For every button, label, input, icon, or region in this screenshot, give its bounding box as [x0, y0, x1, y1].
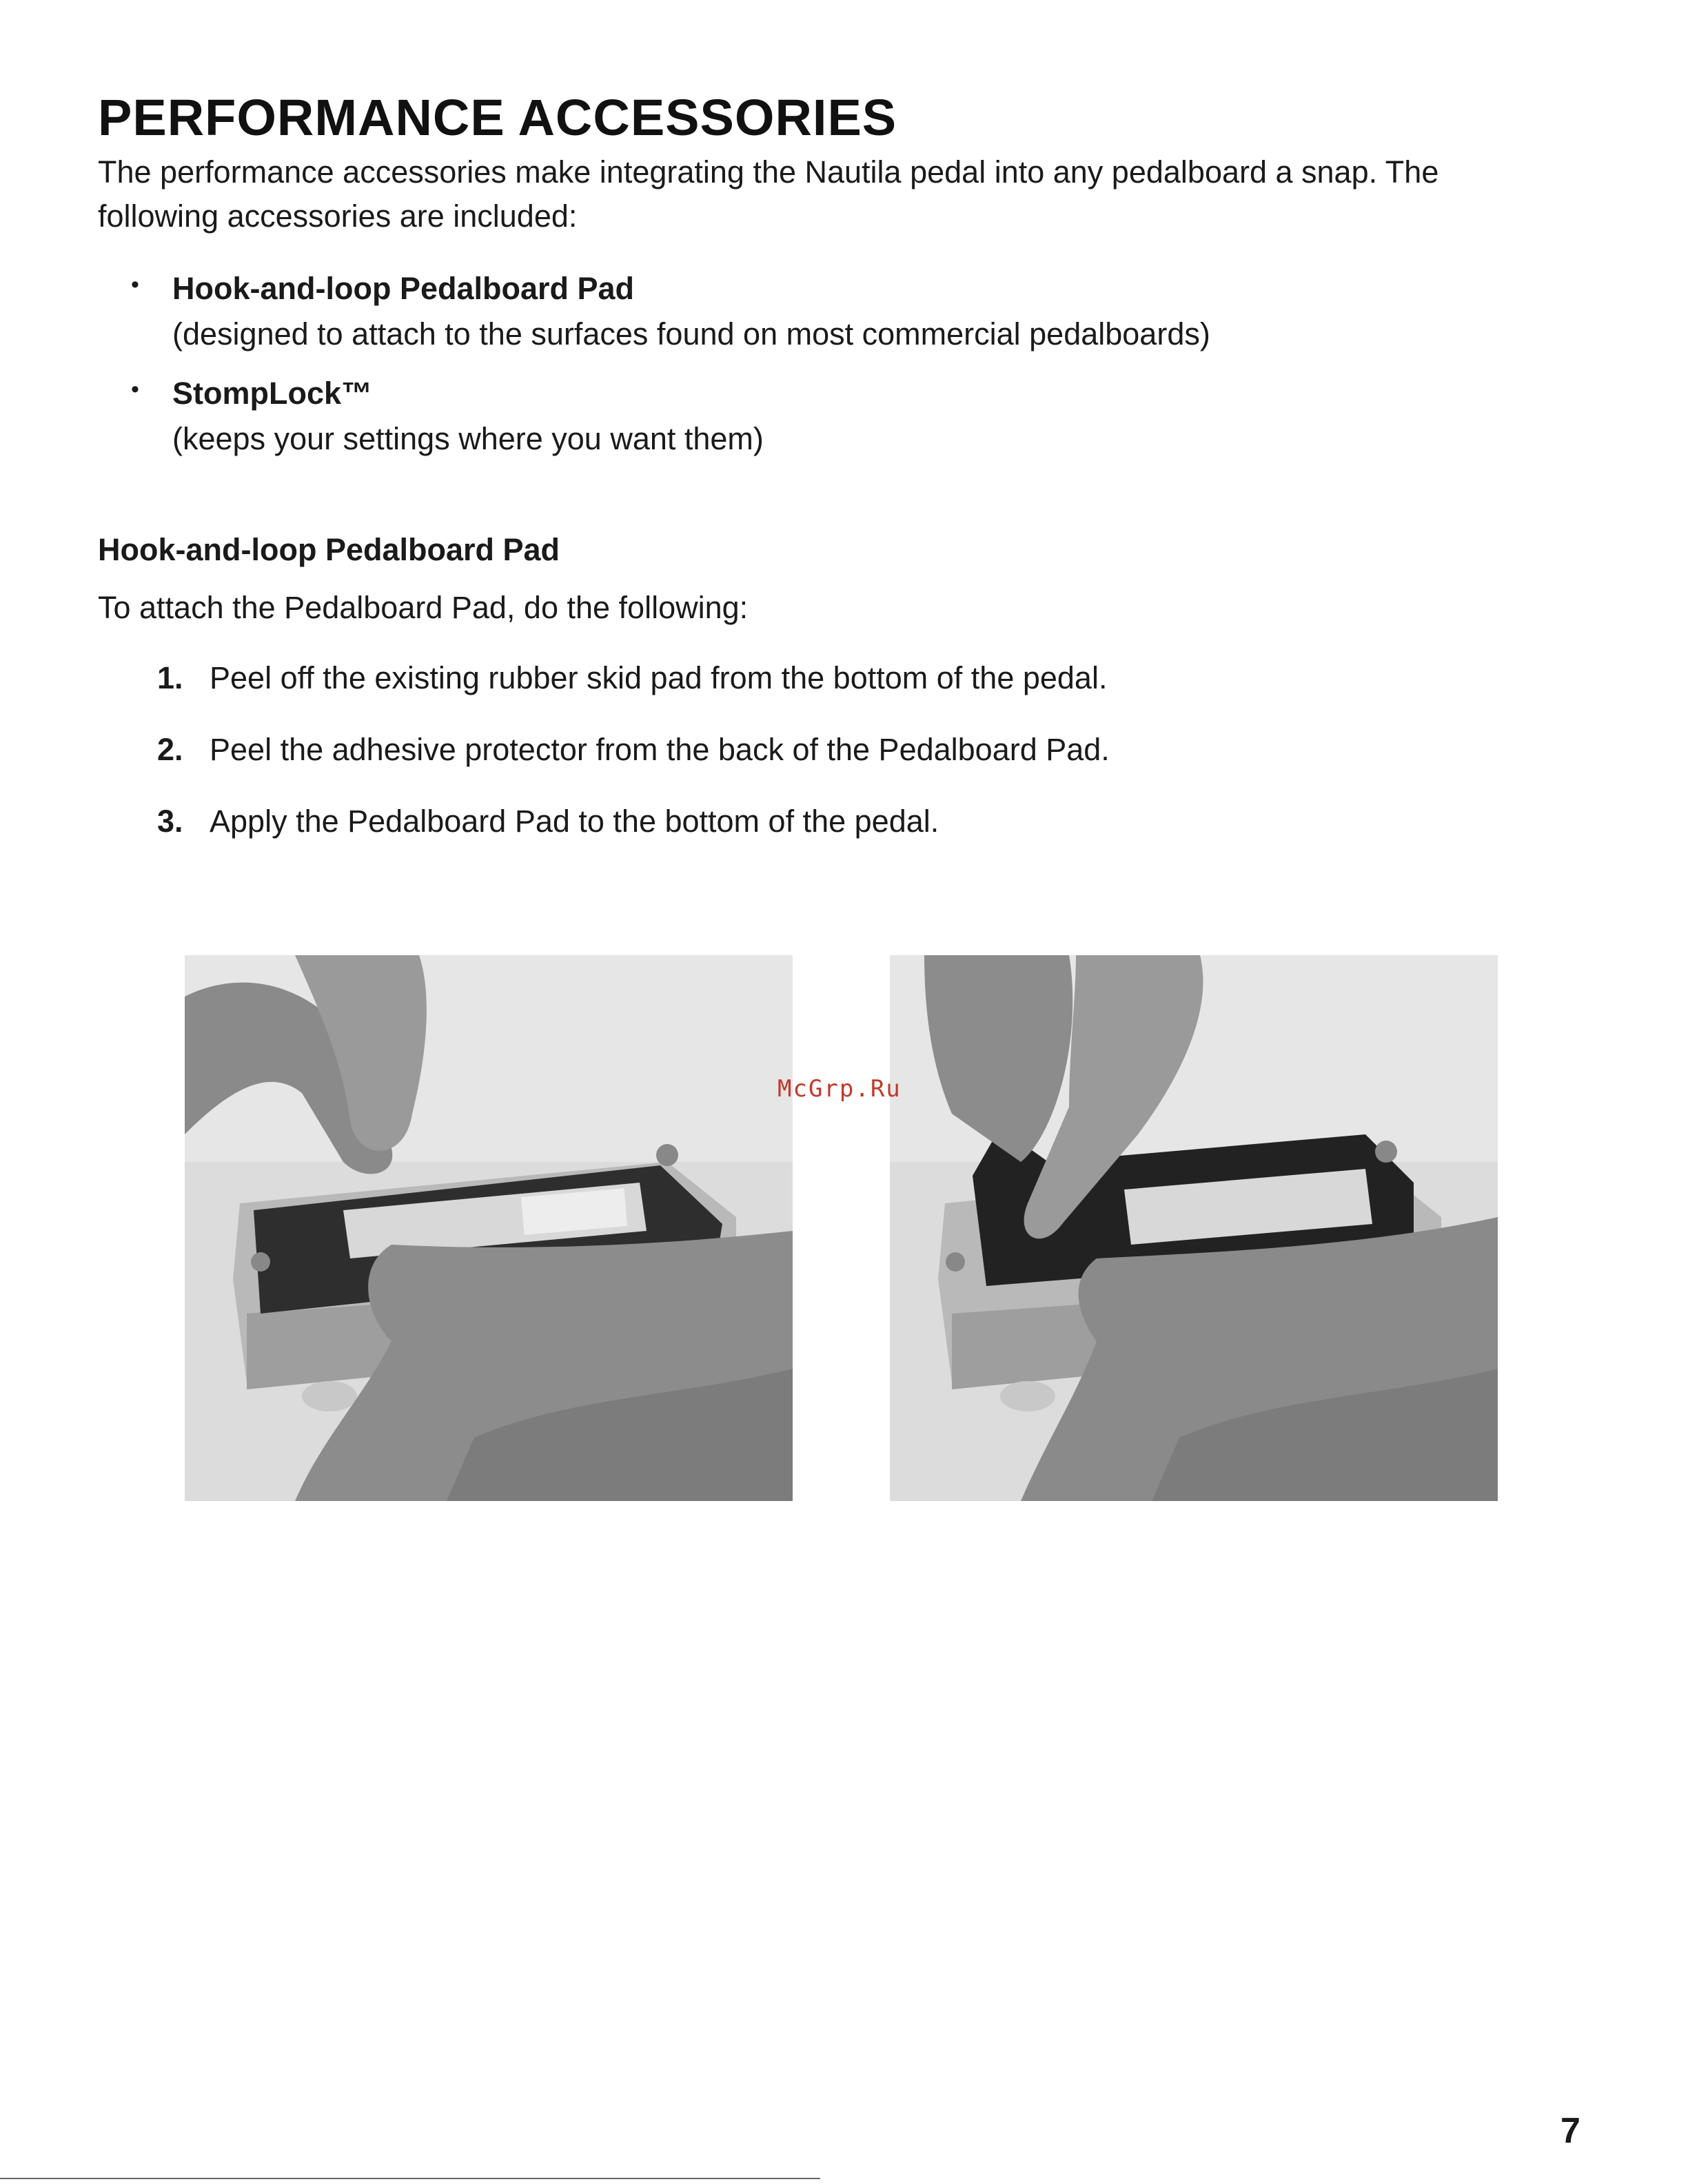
step-item — [157, 804, 1467, 875]
section-heading: Hook-and-loop Pedalboard Pad — [98, 532, 560, 567]
bullet-icon: • — [131, 376, 139, 402]
steps-list — [157, 660, 1467, 875]
footer-divider — [0, 2178, 820, 2179]
step-item — [157, 732, 1467, 804]
step-text: Apply the Pedalboard Pad to the bottom of the pedal. — [210, 804, 939, 839]
list-item-description: (designed to attach to the surfaces found on most commercial pedalboards) — [172, 316, 1210, 351]
section-lead: To attach the Pedalboard Pad, do the following: — [98, 590, 749, 625]
page-number: 7 — [1560, 2111, 1580, 2151]
page-title: PERFORMANCE ACCESSORIES — [98, 89, 897, 146]
photo-peel-skid-pad — [185, 955, 793, 1501]
intro-paragraph: The performance accessories make integrating the Nautila pedal into any pedalboard a snap. The following accessories are included: — [98, 154, 1439, 234]
list-item-title: StompLock™ — [172, 376, 373, 411]
bullet-icon: • — [131, 272, 139, 298]
step-item — [157, 660, 1467, 732]
list-item — [131, 266, 1509, 357]
watermark: McGrp.Ru — [777, 1075, 902, 1103]
list-item-description: (keeps your settings where you want them) — [172, 421, 764, 456]
photo-apply-pedalboard-pad — [890, 955, 1498, 1501]
step-number: 3. — [157, 804, 183, 839]
step-text: Peel off the existing rubber skid pad from the bottom of the pedal. — [210, 660, 1108, 695]
step-number: 1. — [157, 660, 183, 695]
step-text: Peel the adhesive protector from the back of the Pedalboard Pad. — [210, 732, 1110, 767]
accessory-list — [131, 266, 1509, 476]
step-number: 2. — [157, 732, 183, 767]
list-item — [131, 371, 1509, 462]
list-item-title: Hook-and-loop Pedalboard Pad — [172, 271, 635, 306]
